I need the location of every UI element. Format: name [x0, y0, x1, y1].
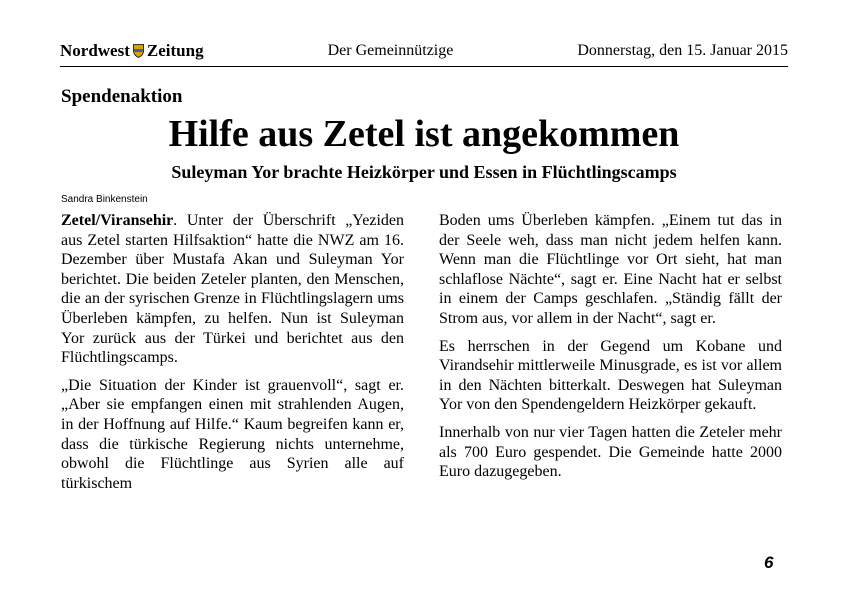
- article-kicker: Spendenaktion: [61, 86, 183, 107]
- page-number: 6: [764, 553, 774, 572]
- article-paragraph: Boden ums Überleben kämpfen. „Einem tut das in der Seele weh, dass man nicht jedem helfen kann. Wenn man die Flüchtlinge vor Ort sieht, hat man schlaflose Nächte“, sagt er. Eine Nacht hat er selbst in einem der Camps geschlafen. „Ständig fällt der Strom aus, vor allem in der Nacht“, sagt er.: [439, 212, 782, 327]
- issue-date: Donnerstag, den 15. Januar 2015: [577, 42, 788, 59]
- article-subheadline: Suleyman Yor brachte Heizkörper und Essen in Flüchtlingscamps: [171, 162, 677, 182]
- article-headline: Hilfe aus Zetel ist angekommen: [168, 113, 680, 155]
- newspaper-brand: [60, 40, 204, 62]
- section-title: Der Gemeinnützige: [327, 42, 454, 59]
- article-column-left: [61, 211, 404, 501]
- crest-icon: [133, 44, 144, 58]
- article-author: Sandra Binkenstein: [61, 194, 148, 205]
- article-paragraph: Innerhalb von nur vier Tagen hatten die Zeteler mehr als 700 Euro gespendet. Die Gemeinde hatte 2000 Euro dazugegeben.: [439, 423, 782, 481]
- article-column-right: [439, 211, 782, 490]
- masthead: [60, 40, 788, 67]
- article-dateline: Zetel/Viransehir: [61, 212, 174, 229]
- article-paragraph: [61, 211, 404, 368]
- article-paragraph: Es herrschen in der Gegend um Kobane und Virandsehir mittlerweile Minusgrade, es ist vor allem in den Nächten bitterkalt. Deswegen hat Suleyman Yor von den Spendengeldern Heizkörper gekauft.: [439, 337, 782, 414]
- article-paragraph-text: . Unter der Überschrift „Yeziden aus Zetel starten Hilfsaktion“ hatte die NWZ am 16. Dezember über Mustafa Akan und Suleyman Yor berichtet. Die beiden Zeteler planten, den Menschen, die an der syrischen Grenze in Flüchtlingslagern ums Überleben kämpfen, zu helfen. Nun ist Suleyman Yor zurück aus der Türkei und berichtet aus den Flüchtlingscamps.: [61, 212, 404, 367]
- article-paragraph: „Die Situation der Kinder ist grauenvoll“, sagt er. „Aber sie empfangen einen mit strahlenden Augen, in der Hoffnung auf Hilfe.“ Kaum begreifen kann er, dass die türkische Regierung nichts unternehme, obwohl die Flüchtlinge aus Syrien alle auf türkischem: [61, 376, 404, 492]
- brand-name-right: Zeitung: [146, 41, 204, 60]
- brand-name-left: Nordwest: [60, 41, 130, 60]
